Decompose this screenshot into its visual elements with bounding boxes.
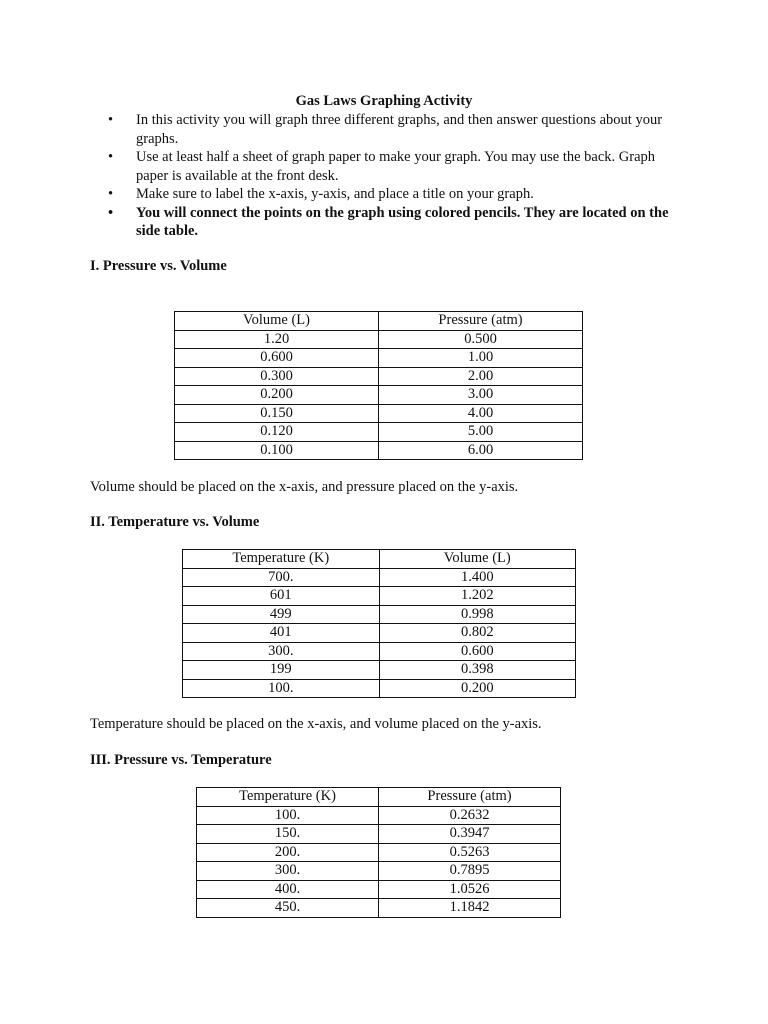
column-header: Temperature (K) [197,788,379,807]
table-cell: 2.00 [379,367,583,386]
table-row [175,330,583,349]
table-cell: 450. [197,899,379,918]
table-cell: 601 [183,587,380,606]
table-cell: 0.200 [175,386,379,405]
table-cell: 150. [197,825,379,844]
bullet-icon: • [108,186,114,202]
table-row [197,825,561,844]
table-cell: 200. [197,843,379,862]
table-cell: 0.3947 [379,825,561,844]
table-cell: 6.00 [379,441,583,460]
table-cell: 0.500 [379,330,583,349]
bullet-icon: • [108,112,114,128]
table-cell: 1.1842 [379,899,561,918]
table-row [175,423,583,442]
table-cell: 400. [197,880,379,899]
table-cell: 100. [183,679,380,698]
table-cell: 0.600 [379,642,576,661]
table-cell: 4.00 [379,404,583,423]
table-row [183,642,576,661]
table-row [197,843,561,862]
axis-instruction: Volume should be placed on the x-axis, and pressure placed on the y-axis. [90,479,519,495]
table-row [197,880,561,899]
list-item [108,148,688,185]
table-row [183,661,576,680]
table-cell: 401 [183,624,380,643]
table-row [183,679,576,698]
column-header: Pressure (atm) [379,312,583,331]
table-cell: 700. [183,568,380,587]
table-header-row [175,312,583,331]
table-row [183,587,576,606]
temperature-volume-table [182,549,576,698]
column-header: Volume (L) [379,550,576,569]
table-cell: 300. [183,642,380,661]
table-cell: 0.998 [379,605,576,624]
table-cell: 1.400 [379,568,576,587]
axis-instruction: Temperature should be placed on the x-axis, and volume placed on the y-axis. [90,716,542,732]
section-heading: I. Pressure vs. Volume [90,258,227,274]
table-cell: 1.00 [379,349,583,368]
bullet-icon: • [108,204,114,221]
column-header: Temperature (K) [183,550,380,569]
table-row [197,899,561,918]
table-header-row [197,788,561,807]
table-cell: 0.5263 [379,843,561,862]
bullet-text: Make sure to label the x-axis, y-axis, and place a title on your graph. [136,186,534,202]
pressure-volume-table [174,311,583,460]
table-cell: 0.150 [175,404,379,423]
table-row [175,404,583,423]
table-cell: 0.600 [175,349,379,368]
table-cell: 499 [183,605,380,624]
table-cell: 0.398 [379,661,576,680]
list-item [108,111,688,148]
table-cell: 0.200 [379,679,576,698]
instruction-list [108,111,688,241]
table-row [183,624,576,643]
table-row [183,568,576,587]
table-cell: 0.7895 [379,862,561,881]
column-header: Pressure (atm) [379,788,561,807]
table-row [175,441,583,460]
table-cell: 1.202 [379,587,576,606]
pressure-temperature-table [196,787,561,918]
table-cell: 1.0526 [379,880,561,899]
bullet-text: You will connect the points on the graph using colored pencils. They are located on the side table. [136,204,669,239]
table-row [183,605,576,624]
section-heading: II. Temperature vs. Volume [90,514,260,530]
bullet-icon: • [108,149,114,165]
table-cell: 0.802 [379,624,576,643]
table-header-row [183,550,576,569]
table-cell: 300. [197,862,379,881]
page-title: Gas Laws Graphing Activity [295,93,473,109]
table-row [197,862,561,881]
table-cell: 3.00 [379,386,583,405]
section-heading: III. Pressure vs. Temperature [90,752,272,768]
list-item [108,185,688,204]
column-header: Volume (L) [175,312,379,331]
table-cell: 199 [183,661,380,680]
table-row [175,349,583,368]
bullet-text: In this activity you will graph three different graphs, and then answer questions about your graphs. [136,112,663,147]
table-cell: 1.20 [175,330,379,349]
table-row [175,386,583,405]
table-cell: 0.100 [175,441,379,460]
table-cell: 0.120 [175,423,379,442]
table-cell: 0.300 [175,367,379,386]
table-row [175,367,583,386]
table-cell: 5.00 [379,423,583,442]
bullet-text: Use at least half a sheet of graph paper to make your graph. You may use the back. Graph paper is available at the front desk. [136,149,656,184]
table-cell: 100. [197,806,379,825]
table-row [197,806,561,825]
list-item [108,204,688,241]
table-cell: 0.2632 [379,806,561,825]
